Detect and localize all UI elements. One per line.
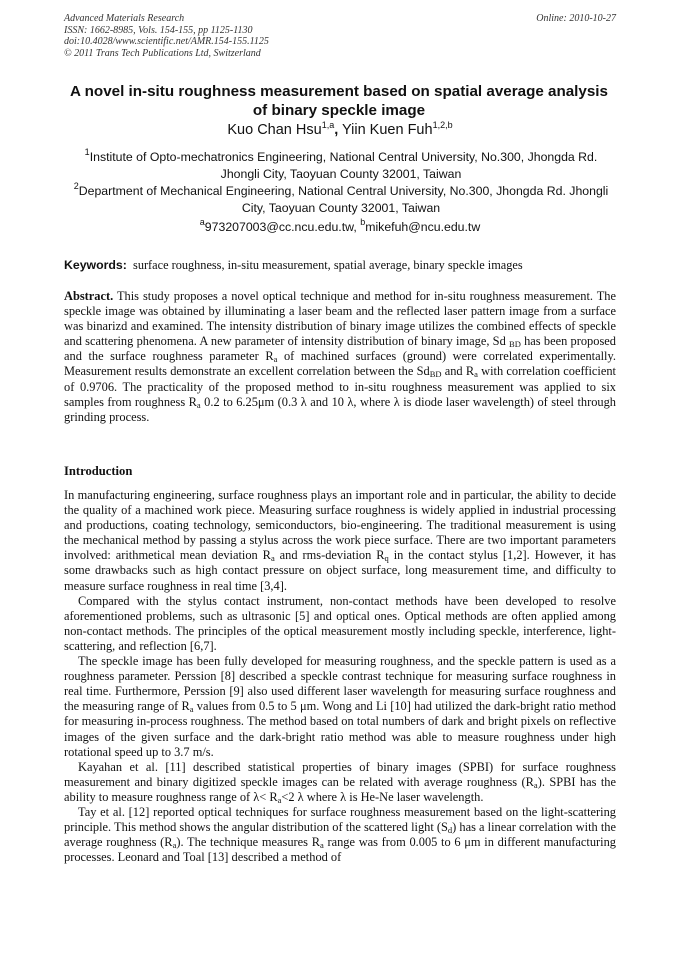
- abstract-sub: BD: [509, 339, 521, 350]
- journal-name: Advanced Materials Research: [64, 13, 185, 24]
- abstract-sub: a: [273, 354, 278, 365]
- intro-paragraph-3: [64, 654, 616, 760]
- email-a[interactable]: 973207003@cc.ncu.edu.tw,: [204, 220, 357, 234]
- keywords: [64, 257, 616, 273]
- abstract-part: and R: [444, 364, 475, 379]
- intro-text: In manufacturing engineering, surface roughness plays an important role and in particular, the ability to decide the quality of a machined work piece. Measuring surface roughness is widely applied in industrial processing and productions, coating technology, semiconductors, bio-engineering. The traditional measurement is using the mechanical method by passing a stylus across the work piece surface. There are two important parameters involved: arithmetical mean deviation R: [64, 488, 616, 563]
- abstract-part: has been proposed and the surface roughness parameter R: [64, 334, 616, 364]
- online-date: Online: 2010-10-27: [536, 13, 616, 24]
- author-2-name: Yiin Kuen Fuh: [342, 122, 433, 138]
- keywords-label: Keywords:: [64, 258, 127, 272]
- intro-sub: a: [172, 840, 177, 851]
- copyright-line: © 2011 Trans Tech Publications Ltd, Switzerland: [64, 47, 261, 59]
- intro-text: values from 0.5 to 5 μm. Wong and Li [10] had utilized the dark-bright ratio method for measuring in-process roughness. The method based on total numbers of dark and bright pixels on reflective images of the given surface and the dark-bright ratio method was able to measure roughness under high rotational speed up to 3.7 m/s.: [64, 699, 617, 759]
- issn-line: ISSN: 1662-8985, Vols. 154-155, pp 1125-1130: [64, 24, 253, 36]
- intro-sub: d: [447, 825, 453, 836]
- intro-text: ). The technique measures R: [176, 835, 320, 850]
- paper-title: A novel in-situ roughness measurement based on spatial average analysis of binary speckle image: [70, 83, 608, 119]
- intro-text: and rms-deviation R: [279, 548, 385, 563]
- affiliation-2-sup: 2: [73, 181, 79, 191]
- author-emails: [64, 219, 616, 235]
- author-2-sup: 1,2,b: [432, 120, 453, 130]
- author-1-sup: 1,a: [321, 120, 335, 130]
- intro-text: in the contact stylus [1,2]. However, it has some drawbacks such as high contact pressure on object surface, long measurement time, and difficulty to measure surface roughness in real time [3,4].: [64, 548, 616, 593]
- affiliation-2-text: Department of Mechanical Engineering, National Central University, No.300, Jhongda Rd. Jhongli City, Taoyuan County 32001, Taiwan: [78, 184, 609, 215]
- intro-text: ) has a linear correlation with the average roughness (R: [64, 820, 616, 850]
- affiliation-1-sup: 1: [84, 147, 90, 157]
- doi-line: doi:10.4028/www.scientific.net/AMR.154-155.1125: [64, 36, 269, 47]
- intro-sub: q: [384, 553, 389, 564]
- email-b[interactable]: mikefuh@ncu.edu.tw: [365, 220, 481, 234]
- introduction-heading: Introduction: [64, 464, 133, 478]
- introduction-body: [64, 488, 616, 865]
- affiliation-1: [66, 149, 616, 182]
- abstract-label: Abstract.: [64, 289, 114, 303]
- affiliation-2: [66, 183, 616, 216]
- abstract-sub: a: [474, 369, 478, 380]
- abstract-part: of machined surfaces (ground) were correlated experimentally. Measurement results demonstrate an excellent correlation between the Sd: [64, 349, 616, 379]
- intro-text: Tay et al. [12] reported optical techniques for surface roughness measurement based on the light-scattering principle. This method shows the angular distribution of the scattered light (S: [64, 804, 616, 835]
- intro-text: ). SPBI has the ability to measure roughness range of λ< R: [64, 774, 616, 804]
- abstract-part: 0.2 to 6.25μm (0.3 λ and 10 λ, where λ is diode laser wavelength) of steel through grinding process.: [64, 394, 616, 424]
- abstract-part: with correlation coefficient of 0.9706. The practicality of the proposed method to in-situ roughness measurement was applied to six samples from roughness R: [64, 364, 617, 409]
- abstract-sub: a: [196, 399, 201, 410]
- intro-text: <2 λ where λ is He-Ne laser wavelength.: [281, 789, 484, 804]
- intro-sub: a: [270, 553, 275, 564]
- intro-paragraph-1: [64, 488, 616, 594]
- intro-sub: a: [277, 794, 282, 805]
- intro-text: The speckle image has been fully developed for measuring roughness, and the speckle pattern is used as a roughness parameter. Perssion [8] described a speckle contrast technique for measuring surface roughness in real time. Furthermore, Perssion [9] also used different laser wavelength for measuring surface roughness and the measuring range of R: [64, 654, 616, 714]
- intro-sub: a: [319, 840, 324, 851]
- email-a-sup: a: [199, 217, 205, 227]
- intro-sub: a: [189, 704, 194, 715]
- intro-paragraph-4: [64, 760, 616, 805]
- abstract-sub: BD: [429, 369, 442, 380]
- email-b-sup: b: [360, 217, 366, 227]
- intro-paragraph-2: Compared with the stylus contact instrument, non-contact methods have been developed to resolve aforementioned problems, such as ultrasonic [5] and optical ones. Optical methods are often applied among non-contact methods. The principles of the optical measurement mostly including speckle, interference, light-scattering, and reflection [6,7].: [64, 593, 616, 653]
- intro-paragraph-5: [64, 805, 616, 865]
- abstract-part: This study proposes a novel optical technique and method for in-situ roughness measurement. The speckle image was obtained by illuminating a laser beam and the reflected laser pattern image from a surface was binarizd and examined. The intensity distribution of binary image utilizes the combined effects of speckle and scattering phenomena. A new parameter of intensity distribution of binary image, Sd: [64, 289, 617, 349]
- author-list: Kuo Chan Hsu$^{1,a}$, Yiin Kuen Fuh$^{1,2,b}$: [227, 120, 453, 138]
- author-1-name: Kuo Chan Hsu: [227, 122, 322, 138]
- keywords-text: surface roughness, in-situ measurement, spatial average, binary speckle images: [133, 258, 523, 272]
- intro-sub: a: [533, 779, 538, 790]
- journal-header: [64, 13, 616, 59]
- affiliation-1-text: Institute of Opto-mechatronics Engineering, National Central University, No.300, Jhongda Rd. Jhongli City, Taoyuan County 32001, Taiwan: [89, 150, 598, 181]
- intro-text: Kayahan et al. [11] described statistical properties of binary images (SPBI) for surface roughness measurement and binary digitized speckle images can be related with average roughness (R: [64, 759, 616, 789]
- abstract: [64, 289, 616, 425]
- intro-text: range was from 0.005 to 6 μm in different manufacturing processes. Leonard and Toal [13] described a method of: [64, 835, 616, 865]
